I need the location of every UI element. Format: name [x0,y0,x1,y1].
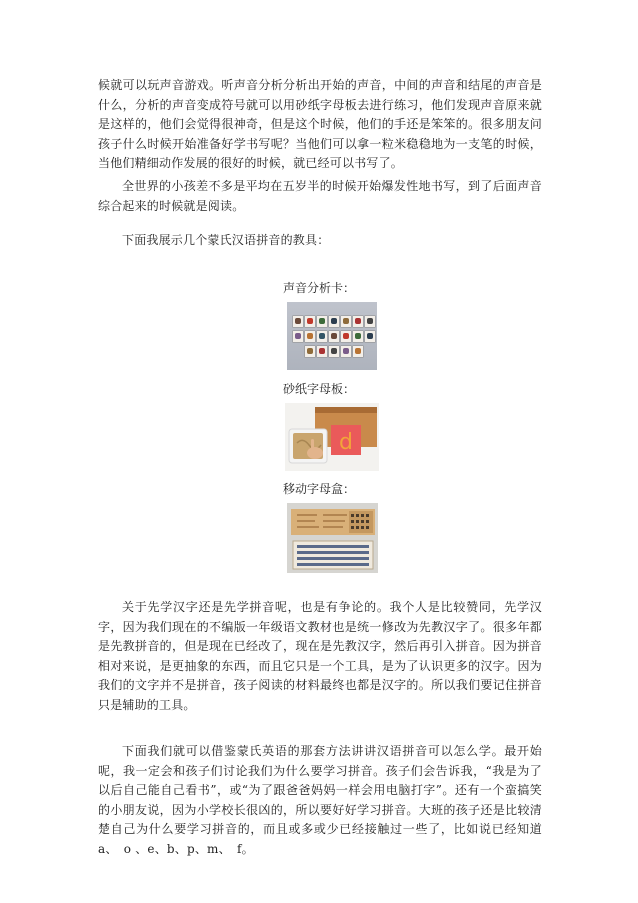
movable-alphabet-photo [287,503,378,573]
sound-card [365,331,375,342]
caption-sandpaper-letters: 砂纸字母板： [282,382,355,396]
sound-card [365,316,375,327]
sandpaper-letters-illustration [285,403,379,471]
sound-card [305,331,315,342]
sandpaper-letters-photo [285,403,379,471]
caption-movable-alphabet: 移动字母盒： [282,482,355,496]
paragraph-5: 下面我们就可以借鉴蒙氏英语的那套方法讲讲汉语拼音可以怎么学。最开始呢，我一定会和孩子们讨论我们为什么要学习拼音。孩子们会告诉我，“我是为了以后自己能自己看书”，或“为了跟爸爸妈妈一样会用电脑打字”。还有一个蛮搞笑的小朋友说，因为小学校长很凶的，所以要好好学习拼音。大班的孩子还是比较清楚自己为什么要学习拼音的，而且或多或少已经接触过一些了，比如说已经知道 a、 o 、e、b、p、m、 f。 [98,744,542,856]
paragraph-2: 全世界的小孩差不多是平均在五岁半的时候开始爆发性地书写，到了后面声音综合起来的时候就是阅读。 [98,179,542,213]
sound-card [293,331,303,342]
sound-card [353,331,363,342]
sound-card [317,316,327,327]
paragraph-1: 候就可以玩声音游戏。听声音分析分析出开始的声音，中间的声音和结尾的声音是什么，分析的声音变成符号就可以用砂纸字母板去进行练习，他们发现声音原来就是这样的，他们会觉得很神奇，但是这个时候，他们的手还是笨笨的。很多朋友问孩子什么时候开始准备好学书写呢？当他们可以拿一粒米稳稳地为一支笔的时候，当他们精细动作发展的很好的时候，就已经可以书写了。 [98,78,542,170]
sound-card [341,316,351,327]
sound-card [293,316,303,327]
sound-card [341,346,351,357]
sound-analysis-cards-photo [287,302,377,370]
caption-sound-cards: 声音分析卡： [282,281,355,295]
sandpaper-letter-d: d [339,430,353,455]
paragraph-4: 关于先学汉字还是先学拼音呢，也是有争论的。我个人是比较赞同，先学汉字，因为我们现在的不编版一年级语文教材也是统一修改为先教汉字了。很多年都是先教拼音的，但是现在已经改了，现在是先教汉字，然后再引入拼音。因为拼音相对来说，是更抽象的东西，而且它只是一个工具，是为了认识更多的汉字。因为我们的文字并不是拼音，孩子阅读的材料最终也都是汉字的。所以我们要记住拼音只是辅助的工具。 [98,600,542,712]
movable-alphabet-illustration [287,503,378,573]
sound-card [353,316,363,327]
sound-card [329,331,339,342]
sound-card [329,346,339,357]
sound-card [317,331,327,342]
sound-card [341,331,351,342]
sound-card [305,346,315,357]
sound-card [317,346,327,357]
sound-card [353,346,363,357]
paragraph-3: 下面我展示几个蒙氏汉语拼音的教具： [122,233,330,247]
sound-card [329,316,339,327]
sound-card [305,316,315,327]
